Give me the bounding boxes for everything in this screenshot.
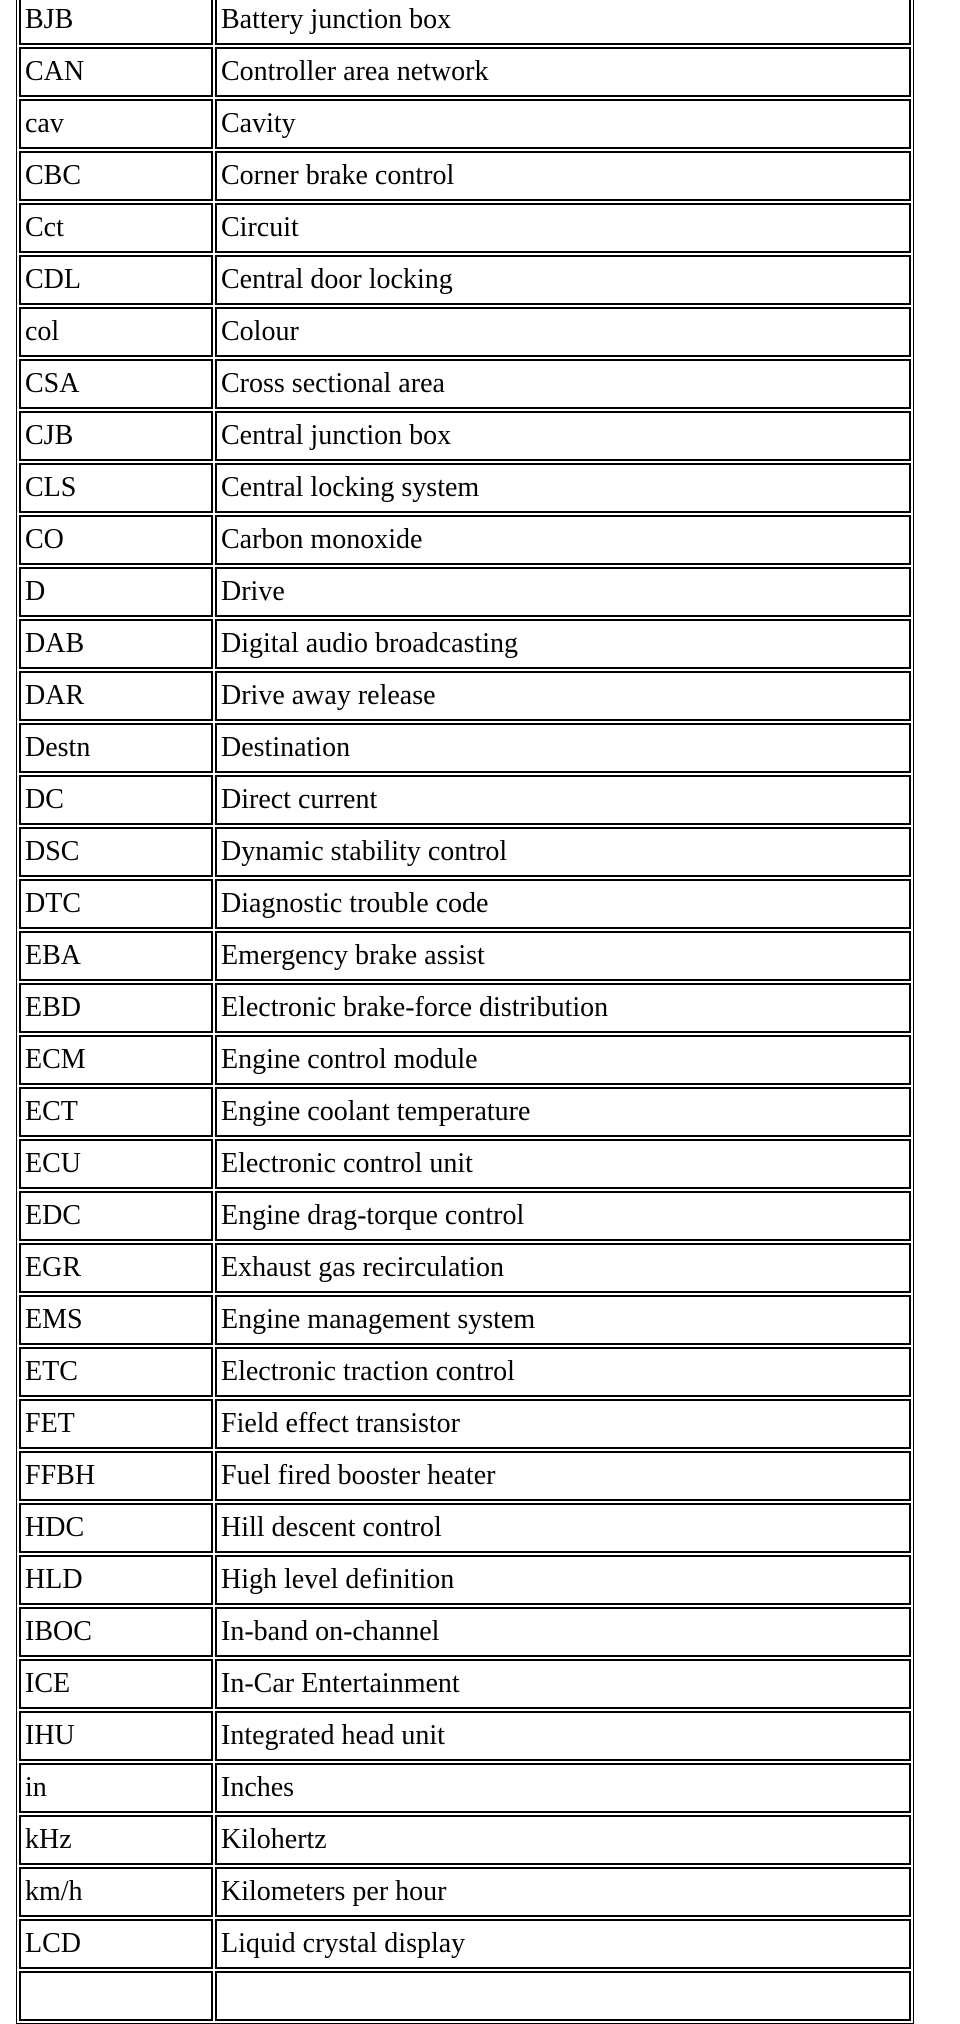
- abbreviation-cell: IHU: [19, 1711, 213, 1761]
- meaning-cell: In-band on-channel: [215, 1607, 911, 1657]
- meaning-cell: Emergency brake assist: [215, 931, 911, 981]
- table-row: [19, 359, 911, 409]
- abbreviation-cell: D: [19, 567, 213, 617]
- table-row: [19, 203, 911, 253]
- abbreviation-cell: col: [19, 307, 213, 357]
- table-row: [19, 1919, 911, 1969]
- abbreviation-cell: EBA: [19, 931, 213, 981]
- table-row: [19, 619, 911, 669]
- meaning-cell: Engine coolant temperature: [215, 1087, 911, 1137]
- meaning-cell: Liquid crystal display: [215, 1919, 911, 1969]
- abbreviation-cell: DAR: [19, 671, 213, 721]
- abbreviation-cell: FET: [19, 1399, 213, 1449]
- abbreviation-cell: ETC: [19, 1347, 213, 1397]
- meaning-cell: Exhaust gas recirculation: [215, 1243, 911, 1293]
- glossary-table-container: [16, 0, 914, 2024]
- table-row: [19, 879, 911, 929]
- abbreviation-cell: CO: [19, 515, 213, 565]
- table-row: [19, 1451, 911, 1501]
- table-row: [19, 775, 911, 825]
- meaning-cell: Destination: [215, 723, 911, 773]
- table-row: [19, 1763, 911, 1813]
- meaning-cell: Central junction box: [215, 411, 911, 461]
- table-row: [19, 1191, 911, 1241]
- abbreviation-cell: EDC: [19, 1191, 213, 1241]
- table-row: [19, 1347, 911, 1397]
- meaning-cell: Colour: [215, 307, 911, 357]
- meaning-cell: Kilohertz: [215, 1815, 911, 1865]
- abbreviation-cell: ECT: [19, 1087, 213, 1137]
- table-row: [19, 1139, 911, 1189]
- meaning-cell: Electronic brake-force distribution: [215, 983, 911, 1033]
- abbreviation-cell: ECU: [19, 1139, 213, 1189]
- meaning-cell: Controller area network: [215, 47, 911, 97]
- abbreviation-cell: CAN: [19, 47, 213, 97]
- table-row: [19, 255, 911, 305]
- abbreviation-cell: EBD: [19, 983, 213, 1033]
- abbreviation-cell: ECM: [19, 1035, 213, 1085]
- abbreviation-cell: Destn: [19, 723, 213, 773]
- table-row: [19, 1555, 911, 1605]
- table-row: [19, 0, 911, 45]
- meaning-cell: Drive: [215, 567, 911, 617]
- meaning-cell: Engine control module: [215, 1035, 911, 1085]
- table-row: [19, 983, 911, 1033]
- table-row: [19, 567, 911, 617]
- abbreviation-cell: IBOC: [19, 1607, 213, 1657]
- abbreviation-cell: HLD: [19, 1555, 213, 1605]
- meaning-cell: Field effect transistor: [215, 1399, 911, 1449]
- table-row: [19, 1607, 911, 1657]
- abbreviation-cell: DTC: [19, 879, 213, 929]
- meaning-cell: Engine management system: [215, 1295, 911, 1345]
- abbreviation-cell: ICE: [19, 1659, 213, 1709]
- table-row: [19, 411, 911, 461]
- meaning-cell: Cavity: [215, 99, 911, 149]
- abbreviation-cell: EMS: [19, 1295, 213, 1345]
- abbreviation-cell: LCD: [19, 1919, 213, 1969]
- table-row: [19, 1399, 911, 1449]
- abbreviation-cell: FFBH: [19, 1451, 213, 1501]
- meaning-cell: Electronic control unit: [215, 1139, 911, 1189]
- table-row: [19, 931, 911, 981]
- meaning-cell: Integrated head unit: [215, 1711, 911, 1761]
- abbreviation-cell: kHz: [19, 1815, 213, 1865]
- abbreviations-table: [16, 0, 914, 2024]
- table-row: [19, 1087, 911, 1137]
- abbreviation-cell: CSA: [19, 359, 213, 409]
- abbreviation-cell: DAB: [19, 619, 213, 669]
- abbreviation-cell: BJB: [19, 0, 213, 45]
- meaning-cell: Central door locking: [215, 255, 911, 305]
- abbreviation-cell: DC: [19, 775, 213, 825]
- table-row: [19, 671, 911, 721]
- abbreviation-cell: km/h: [19, 1867, 213, 1917]
- meaning-cell: Central locking system: [215, 463, 911, 513]
- meaning-cell: High level definition: [215, 1555, 911, 1605]
- table-row: [19, 1971, 911, 2021]
- abbreviation-cell: DSC: [19, 827, 213, 877]
- table-row: [19, 307, 911, 357]
- table-row: [19, 1815, 911, 1865]
- table-row: [19, 723, 911, 773]
- table-row: [19, 1035, 911, 1085]
- meaning-cell: Inches: [215, 1763, 911, 1813]
- meaning-cell: Direct current: [215, 775, 911, 825]
- abbreviation-cell: CDL: [19, 255, 213, 305]
- abbreviation-cell: CJB: [19, 411, 213, 461]
- meaning-cell: Digital audio broadcasting: [215, 619, 911, 669]
- table-row: [19, 1243, 911, 1293]
- table-row: [19, 515, 911, 565]
- abbreviation-cell: Cct: [19, 203, 213, 253]
- abbreviation-cell: in: [19, 1763, 213, 1813]
- meaning-cell: Fuel fired booster heater: [215, 1451, 911, 1501]
- table-row: [19, 463, 911, 513]
- meaning-cell: Hill descent control: [215, 1503, 911, 1553]
- meaning-cell: Corner brake control: [215, 151, 911, 201]
- table-row: [19, 1659, 911, 1709]
- table-row: [19, 47, 911, 97]
- meaning-cell: Kilometers per hour: [215, 1867, 911, 1917]
- meaning-cell: Drive away release: [215, 671, 911, 721]
- table-row: [19, 1867, 911, 1917]
- meaning-cell: Diagnostic trouble code: [215, 879, 911, 929]
- table-row: [19, 99, 911, 149]
- table-row: [19, 827, 911, 877]
- abbreviation-cell: CBC: [19, 151, 213, 201]
- table-row: [19, 1711, 911, 1761]
- abbreviation-cell: CLS: [19, 463, 213, 513]
- meaning-cell: [215, 1971, 911, 2021]
- table-row: [19, 1295, 911, 1345]
- abbreviation-cell: HDC: [19, 1503, 213, 1553]
- abbreviations-table-body: [19, 0, 911, 2021]
- meaning-cell: In-Car Entertainment: [215, 1659, 911, 1709]
- abbreviation-cell: EGR: [19, 1243, 213, 1293]
- meaning-cell: Carbon monoxide: [215, 515, 911, 565]
- meaning-cell: Cross sectional area: [215, 359, 911, 409]
- abbreviation-cell: [19, 1971, 213, 2021]
- meaning-cell: Engine drag-torque control: [215, 1191, 911, 1241]
- table-row: [19, 1503, 911, 1553]
- meaning-cell: Battery junction box: [215, 0, 911, 45]
- meaning-cell: Electronic traction control: [215, 1347, 911, 1397]
- meaning-cell: Circuit: [215, 203, 911, 253]
- meaning-cell: Dynamic stability control: [215, 827, 911, 877]
- abbreviation-cell: cav: [19, 99, 213, 149]
- table-row: [19, 151, 911, 201]
